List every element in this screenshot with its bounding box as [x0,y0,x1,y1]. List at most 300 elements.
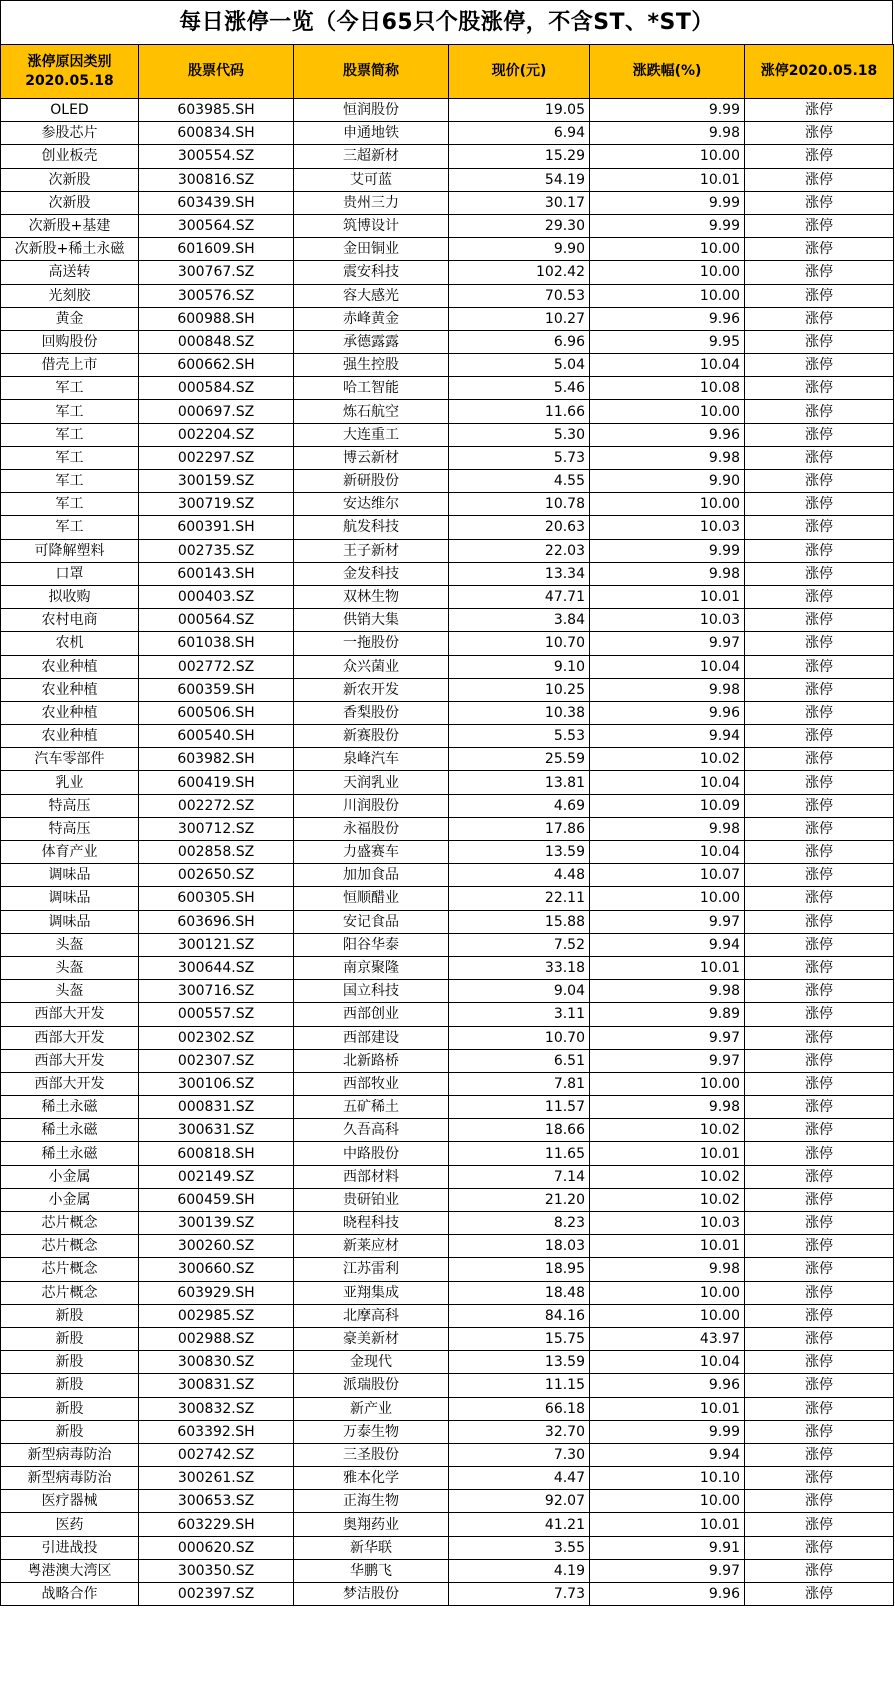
header-reason-label: 涨停原因类别 2020.05.18 [25,53,114,89]
change-cell: 10.04 [590,1351,745,1374]
table-row [1,794,894,817]
table-row [1,1096,894,1119]
reason-cell: 口罩 [1,562,139,585]
code-cell: 000564.SZ [139,609,294,632]
change-cell: 10.00 [590,1281,745,1304]
reason-cell: 军工 [1,470,139,493]
status-cell: 涨停 [745,1235,894,1258]
change-cell: 9.96 [590,423,745,446]
table-row [1,725,894,748]
code-cell: 300159.SZ [139,470,294,493]
table-row [1,99,894,122]
price-cell: 3.84 [449,609,590,632]
status-cell: 涨停 [745,748,894,771]
change-cell: 9.98 [590,1258,745,1281]
change-cell: 10.00 [590,493,745,516]
status-cell: 涨停 [745,1304,894,1327]
table-row [1,910,894,933]
code-cell: 002858.SZ [139,841,294,864]
price-cell: 29.30 [449,214,590,237]
change-cell: 10.01 [590,1235,745,1258]
table-row [1,191,894,214]
table-row [1,1490,894,1513]
change-cell: 9.98 [590,817,745,840]
price-cell: 5.53 [449,725,590,748]
code-cell: 300653.SZ [139,1490,294,1513]
price-cell: 4.55 [449,470,590,493]
change-cell: 10.00 [590,1490,745,1513]
price-cell: 3.55 [449,1536,590,1559]
change-cell: 9.95 [590,330,745,353]
change-cell: 10.00 [590,1304,745,1327]
code-cell: 002735.SZ [139,539,294,562]
change-cell: 10.02 [590,1188,745,1211]
change-cell: 10.09 [590,794,745,817]
name-cell: 永福股份 [294,817,449,840]
code-cell: 300564.SZ [139,214,294,237]
status-cell: 涨停 [745,1188,894,1211]
code-cell: 600818.SH [139,1142,294,1165]
table-row [1,1026,894,1049]
status-cell: 涨停 [745,1443,894,1466]
name-cell: 安达维尔 [294,493,449,516]
table-row [1,1351,894,1374]
code-cell: 600834.SH [139,122,294,145]
change-cell: 43.97 [590,1327,745,1350]
status-cell: 涨停 [745,1003,894,1026]
price-cell: 3.11 [449,1003,590,1026]
name-cell: 恒顺醋业 [294,887,449,910]
status-cell: 涨停 [745,1420,894,1443]
price-cell: 10.38 [449,701,590,724]
status-cell: 涨停 [745,609,894,632]
change-cell: 10.01 [590,1397,745,1420]
reason-cell: 军工 [1,446,139,469]
name-cell: 震安科技 [294,261,449,284]
change-cell: 10.01 [590,1513,745,1536]
status-cell: 涨停 [745,1142,894,1165]
table-row [1,238,894,261]
table-row [1,516,894,539]
code-cell: 600391.SH [139,516,294,539]
price-cell: 4.19 [449,1559,590,1582]
price-cell: 15.88 [449,910,590,933]
table-row [1,956,894,979]
price-cell: 11.57 [449,1096,590,1119]
name-cell: 力盛赛车 [294,841,449,864]
header-price [449,45,590,99]
name-cell: 供销大集 [294,609,449,632]
reason-cell: 调味品 [1,864,139,887]
table-row [1,887,894,910]
table-row [1,539,894,562]
code-cell: 002988.SZ [139,1327,294,1350]
name-cell: 安记食品 [294,910,449,933]
status-cell: 涨停 [745,516,894,539]
status-cell: 涨停 [745,145,894,168]
table-row [1,122,894,145]
name-cell: 炼石航空 [294,400,449,423]
price-cell: 18.95 [449,1258,590,1281]
change-cell: 9.96 [590,1583,745,1606]
table-row [1,1281,894,1304]
name-cell: 中路股份 [294,1142,449,1165]
price-cell: 15.29 [449,145,590,168]
code-cell: 300644.SZ [139,956,294,979]
table-row [1,1142,894,1165]
name-cell: 豪美新材 [294,1327,449,1350]
code-cell: 002307.SZ [139,1049,294,1072]
status-cell: 涨停 [745,1583,894,1606]
table-row [1,1235,894,1258]
table-row [1,655,894,678]
table-row [1,817,894,840]
reason-cell: 战略合作 [1,1583,139,1606]
status-cell: 涨停 [745,678,894,701]
code-cell: 300832.SZ [139,1397,294,1420]
status-cell: 涨停 [745,1374,894,1397]
status-cell: 涨停 [745,794,894,817]
code-cell: 000848.SZ [139,330,294,353]
status-cell: 涨停 [745,1072,894,1095]
price-cell: 8.23 [449,1212,590,1235]
reason-cell: 医药 [1,1513,139,1536]
change-cell: 9.98 [590,562,745,585]
table-row [1,632,894,655]
table-row [1,261,894,284]
name-cell: 金田铜业 [294,238,449,261]
table-row [1,1003,894,1026]
reason-cell: 可降解塑料 [1,539,139,562]
price-cell: 11.15 [449,1374,590,1397]
price-cell: 92.07 [449,1490,590,1513]
name-cell: 三圣股份 [294,1443,449,1466]
name-cell: 奥翔药业 [294,1513,449,1536]
code-cell: 000557.SZ [139,1003,294,1026]
price-cell: 5.04 [449,354,590,377]
code-cell: 603392.SH [139,1420,294,1443]
code-cell: 002149.SZ [139,1165,294,1188]
reason-cell: 头盔 [1,980,139,1003]
reason-cell: 军工 [1,400,139,423]
change-cell: 9.97 [590,632,745,655]
price-cell: 7.14 [449,1165,590,1188]
change-cell: 10.01 [590,168,745,191]
status-cell: 涨停 [745,585,894,608]
price-cell: 20.63 [449,516,590,539]
price-cell: 6.51 [449,1049,590,1072]
table-row [1,145,894,168]
price-cell: 84.16 [449,1304,590,1327]
name-cell: 西部建设 [294,1026,449,1049]
status-cell: 涨停 [745,377,894,400]
table-row [1,423,894,446]
reason-cell: 西部大开发 [1,1049,139,1072]
name-cell: 泉峰汽车 [294,748,449,771]
code-cell: 300576.SZ [139,284,294,307]
status-cell: 涨停 [745,887,894,910]
status-cell: 涨停 [745,980,894,1003]
status-cell: 涨停 [745,725,894,748]
reason-cell: 新股 [1,1374,139,1397]
status-cell: 涨停 [745,400,894,423]
table-row [1,1467,894,1490]
status-cell: 涨停 [745,1281,894,1304]
status-cell: 涨停 [745,1351,894,1374]
name-cell: 晓程科技 [294,1212,449,1235]
change-cell: 9.98 [590,1096,745,1119]
code-cell: 300767.SZ [139,261,294,284]
status-cell: 涨停 [745,701,894,724]
status-cell: 涨停 [745,910,894,933]
change-cell: 9.96 [590,701,745,724]
reason-cell: 军工 [1,493,139,516]
code-cell: 300121.SZ [139,933,294,956]
name-cell: 阳谷华泰 [294,933,449,956]
code-cell: 300716.SZ [139,980,294,1003]
change-cell: 9.99 [590,1420,745,1443]
table-row [1,771,894,794]
status-cell: 涨停 [745,191,894,214]
code-cell: 002397.SZ [139,1583,294,1606]
name-cell: 南京聚隆 [294,956,449,979]
reason-cell: 新型病毒防治 [1,1443,139,1466]
code-cell: 300719.SZ [139,493,294,516]
change-cell: 10.00 [590,400,745,423]
reason-cell: 军工 [1,516,139,539]
status-cell: 涨停 [745,1467,894,1490]
reason-cell: 光刻胶 [1,284,139,307]
price-cell: 7.30 [449,1443,590,1466]
code-cell: 600662.SH [139,354,294,377]
price-cell: 15.75 [449,1327,590,1350]
table-row [1,1374,894,1397]
code-cell: 600988.SH [139,307,294,330]
name-cell: 派瑞股份 [294,1374,449,1397]
name-cell: 哈工智能 [294,377,449,400]
price-cell: 19.05 [449,99,590,122]
table-row [1,307,894,330]
price-cell: 32.70 [449,1420,590,1443]
table-row [1,168,894,191]
price-cell: 5.73 [449,446,590,469]
status-cell: 涨停 [745,238,894,261]
reason-cell: 稀土永磁 [1,1096,139,1119]
change-cell: 9.97 [590,1026,745,1049]
table-row [1,400,894,423]
code-cell: 603929.SH [139,1281,294,1304]
reason-cell: 农业种植 [1,725,139,748]
reason-cell: 高送转 [1,261,139,284]
table-row [1,214,894,237]
reason-cell: 小金属 [1,1188,139,1211]
price-cell: 10.78 [449,493,590,516]
status-cell: 涨停 [745,307,894,330]
table-row [1,1559,894,1582]
price-cell: 4.48 [449,864,590,887]
price-cell: 6.96 [449,330,590,353]
name-cell: 新赛股份 [294,725,449,748]
name-cell: 筑博设计 [294,214,449,237]
status-cell: 涨停 [745,864,894,887]
change-cell: 10.00 [590,887,745,910]
price-cell: 102.42 [449,261,590,284]
status-cell: 涨停 [745,1327,894,1350]
price-cell: 13.59 [449,841,590,864]
status-cell: 涨停 [745,1096,894,1119]
table-row [1,1258,894,1281]
code-cell: 300261.SZ [139,1467,294,1490]
name-cell: 五矿稀土 [294,1096,449,1119]
reason-cell: 新股 [1,1397,139,1420]
status-cell: 涨停 [745,1119,894,1142]
code-cell: 002297.SZ [139,446,294,469]
price-cell: 9.04 [449,980,590,1003]
name-cell: 王子新材 [294,539,449,562]
code-cell: 300831.SZ [139,1374,294,1397]
change-cell: 10.04 [590,771,745,794]
name-cell: 新研股份 [294,470,449,493]
reason-cell: 次新股 [1,168,139,191]
status-cell: 涨停 [745,122,894,145]
name-cell: 香梨股份 [294,701,449,724]
status-cell: 涨停 [745,168,894,191]
price-cell: 13.81 [449,771,590,794]
reason-cell: 农业种植 [1,678,139,701]
price-cell: 10.25 [449,678,590,701]
name-cell: 北新路桥 [294,1049,449,1072]
code-cell: 603229.SH [139,1513,294,1536]
reason-cell: 芯片概念 [1,1281,139,1304]
price-cell: 5.46 [449,377,590,400]
name-cell: 西部创业 [294,1003,449,1026]
code-cell: 002302.SZ [139,1026,294,1049]
code-cell: 300260.SZ [139,1235,294,1258]
price-cell: 9.90 [449,238,590,261]
status-cell: 涨停 [745,470,894,493]
change-cell: 10.04 [590,354,745,377]
table-row [1,1072,894,1095]
code-cell: 300139.SZ [139,1212,294,1235]
code-cell: 600459.SH [139,1188,294,1211]
status-cell: 涨停 [745,493,894,516]
table-row [1,446,894,469]
name-cell: 大连重工 [294,423,449,446]
status-cell: 涨停 [745,354,894,377]
reason-cell: 乳业 [1,771,139,794]
name-cell: 天润乳业 [294,771,449,794]
status-cell: 涨停 [745,841,894,864]
status-cell: 涨停 [745,817,894,840]
price-cell: 7.52 [449,933,590,956]
table-row [1,330,894,353]
price-cell: 10.27 [449,307,590,330]
change-cell: 9.99 [590,214,745,237]
name-cell: 新华联 [294,1536,449,1559]
table-row [1,1583,894,1606]
change-cell: 9.97 [590,1049,745,1072]
status-cell: 涨停 [745,261,894,284]
name-cell: 众兴菌业 [294,655,449,678]
table-row [1,841,894,864]
table-row [1,701,894,724]
name-cell: 承德露露 [294,330,449,353]
name-cell: 梦洁股份 [294,1583,449,1606]
code-cell: 300830.SZ [139,1351,294,1374]
table-row [1,585,894,608]
code-cell: 601609.SH [139,238,294,261]
header-row [1,45,894,99]
code-cell: 300660.SZ [139,1258,294,1281]
reason-cell: OLED [1,99,139,122]
header-code [139,45,294,99]
price-cell: 10.70 [449,1026,590,1049]
name-cell: 川润股份 [294,794,449,817]
limit-up-table [0,44,894,1606]
reason-cell: 农业种植 [1,701,139,724]
name-cell: 双林生物 [294,585,449,608]
reason-cell: 西部大开发 [1,1003,139,1026]
change-cell: 9.98 [590,446,745,469]
table-row [1,748,894,771]
code-cell: 600143.SH [139,562,294,585]
code-cell: 601038.SH [139,632,294,655]
status-cell: 涨停 [745,562,894,585]
code-cell: 002204.SZ [139,423,294,446]
change-cell: 9.99 [590,99,745,122]
change-cell: 10.01 [590,956,745,979]
price-cell: 41.21 [449,1513,590,1536]
change-cell: 9.97 [590,910,745,933]
code-cell: 002742.SZ [139,1443,294,1466]
name-cell: 恒润股份 [294,99,449,122]
code-cell: 000831.SZ [139,1096,294,1119]
name-cell: 容大感光 [294,284,449,307]
price-cell: 70.53 [449,284,590,307]
reason-cell: 拟收购 [1,585,139,608]
name-cell: 加加食品 [294,864,449,887]
table-row [1,609,894,632]
price-cell: 7.81 [449,1072,590,1095]
status-cell: 涨停 [745,956,894,979]
reason-cell: 调味品 [1,887,139,910]
header-change [590,45,745,99]
name-cell: 申通地铁 [294,122,449,145]
price-cell: 30.17 [449,191,590,214]
reason-cell: 芯片概念 [1,1235,139,1258]
price-cell: 17.86 [449,817,590,840]
name-cell: 新产业 [294,1397,449,1420]
status-cell: 涨停 [745,423,894,446]
change-cell: 9.94 [590,933,745,956]
price-cell: 18.66 [449,1119,590,1142]
reason-cell: 体育产业 [1,841,139,864]
name-cell: 华鹏飞 [294,1559,449,1582]
reason-cell: 稀土永磁 [1,1119,139,1142]
change-cell: 9.91 [590,1536,745,1559]
name-cell: 三超新材 [294,145,449,168]
name-cell: 久吾高科 [294,1119,449,1142]
reason-cell: 头盔 [1,933,139,956]
price-cell: 47.71 [449,585,590,608]
status-cell: 涨停 [745,1513,894,1536]
reason-cell: 参股芯片 [1,122,139,145]
code-cell: 002650.SZ [139,864,294,887]
reason-cell: 芯片概念 [1,1258,139,1281]
reason-cell: 新股 [1,1420,139,1443]
status-cell: 涨停 [745,539,894,562]
price-cell: 4.69 [449,794,590,817]
